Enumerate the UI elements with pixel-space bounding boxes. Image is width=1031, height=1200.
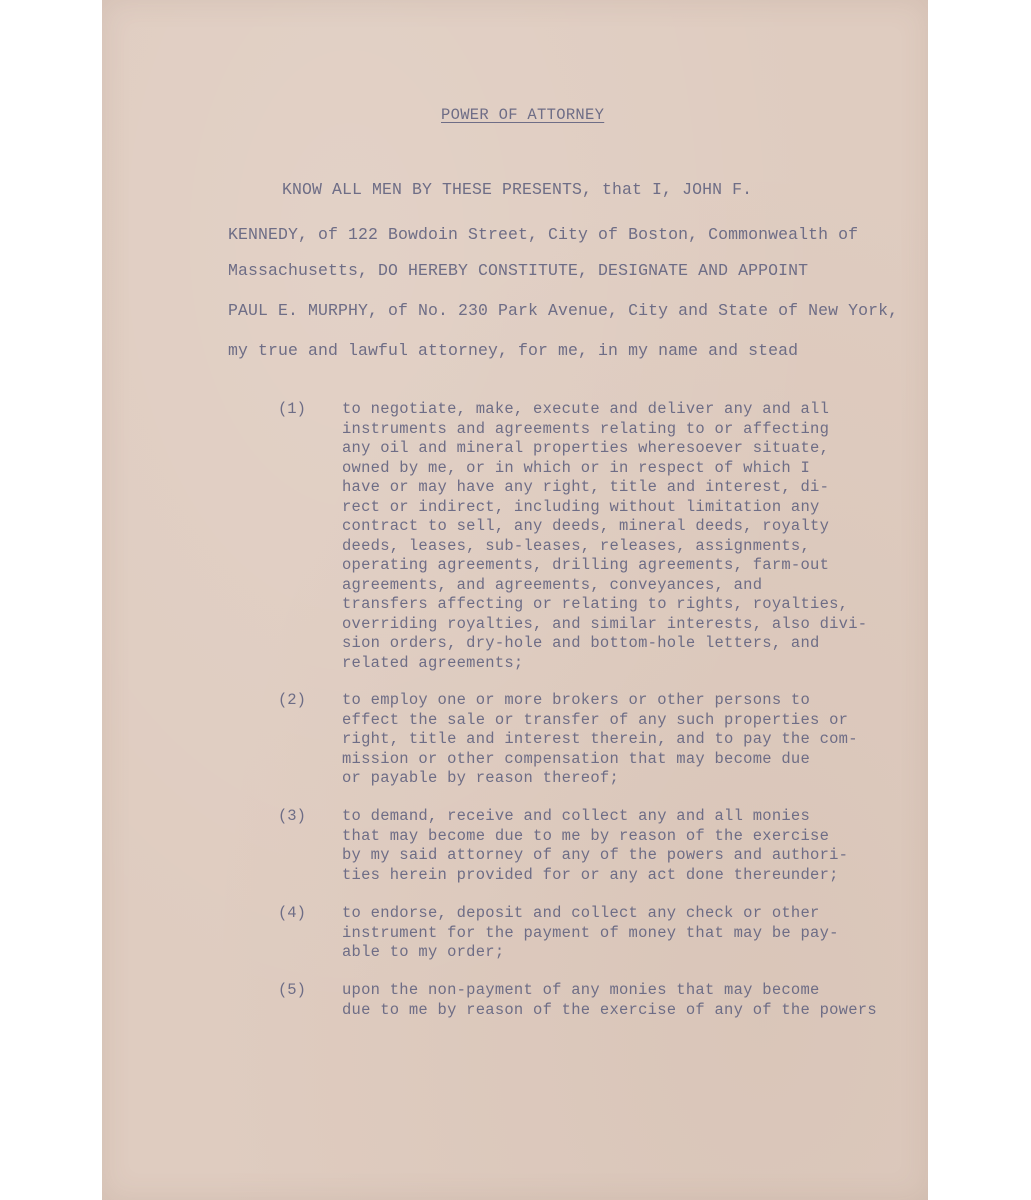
clause-line: to employ one or more brokers or other persons to: [342, 691, 811, 709]
clause-number: (4): [278, 904, 306, 922]
clause-number: (5): [278, 981, 306, 999]
clause-line: related agreements;: [342, 653, 524, 672]
clause-line: that may become due to me by reason of the exercise: [342, 826, 830, 845]
clause-number: (2): [278, 691, 306, 709]
clause-line: by my said attorney of any of the powers and authori-: [342, 846, 849, 864]
clause-line: to demand, receive and collect any and all monies: [342, 807, 811, 825]
intro-line: KNOW ALL MEN BY THESE PRESENTS, that I, JOHN F.: [282, 180, 753, 199]
clause-line: to endorse, deposit and collect any check or other: [342, 904, 820, 922]
clause-line: overriding royalties, and similar interests, also divi-: [342, 614, 868, 633]
clause-line: any oil and mineral properties wheresoever situate,: [342, 439, 830, 457]
clause-line: to negotiate, make, execute and deliver any and all: [342, 400, 830, 418]
clause-number: (3): [278, 807, 306, 825]
document-title: POWER OF ATTORNEY: [441, 106, 605, 124]
clause-line: due to me by reason of the exercise of any of the powers: [342, 1000, 877, 1019]
clause-line: right, title and interest therein, and to pay the com-: [342, 730, 858, 748]
clause-line: effect the sale or transfer of any such properties or: [342, 710, 849, 729]
intro-line: Massachusetts, DO HEREBY CONSTITUTE, DESIGNATE AND APPOINT: [228, 261, 809, 280]
clause-line: instruments and agreements relating to or affecting: [342, 419, 830, 438]
clause-line: ties herein provided for or any act done thereunder;: [342, 865, 839, 884]
clause-line: operating agreements, drilling agreements, farm-out: [342, 556, 830, 574]
clause-line: owned by me, or in which or in respect of which I: [342, 458, 811, 477]
clause-line: deeds, leases, sub-leases, releases, assignments,: [342, 536, 811, 555]
intro-line: PAUL E. MURPHY, of No. 230 Park Avenue, City and State of New York,: [228, 301, 899, 320]
clause-line: or payable by reason thereof;: [342, 769, 619, 787]
clause-number: (1): [278, 400, 306, 418]
intro-line: my true and lawful attorney, for me, in my name and stead: [228, 341, 799, 360]
clause-line: instrument for the payment of money that may be pay-: [342, 923, 839, 942]
clause-line: agreements, and agreements, conveyances, and: [342, 575, 763, 594]
clause-line: upon the non-payment of any monies that may become: [342, 981, 820, 999]
clause-line: mission or other compensation that may become due: [342, 749, 811, 768]
clause-line: sion orders, dry-hole and bottom-hole letters, and: [342, 634, 820, 652]
clause-line: transfers affecting or relating to rights, royalties,: [342, 595, 849, 613]
clause-line: contract to sell, any deeds, mineral deeds, royalty: [342, 517, 830, 535]
intro-line: KENNEDY, of 122 Bowdoin Street, City of Boston, Commonwealth of: [228, 225, 859, 244]
clause-line: able to my order;: [342, 943, 505, 961]
clause-line: rect or indirect, including without limitation any: [342, 497, 820, 516]
clause-line: have or may have any right, title and interest, di-: [342, 478, 830, 496]
